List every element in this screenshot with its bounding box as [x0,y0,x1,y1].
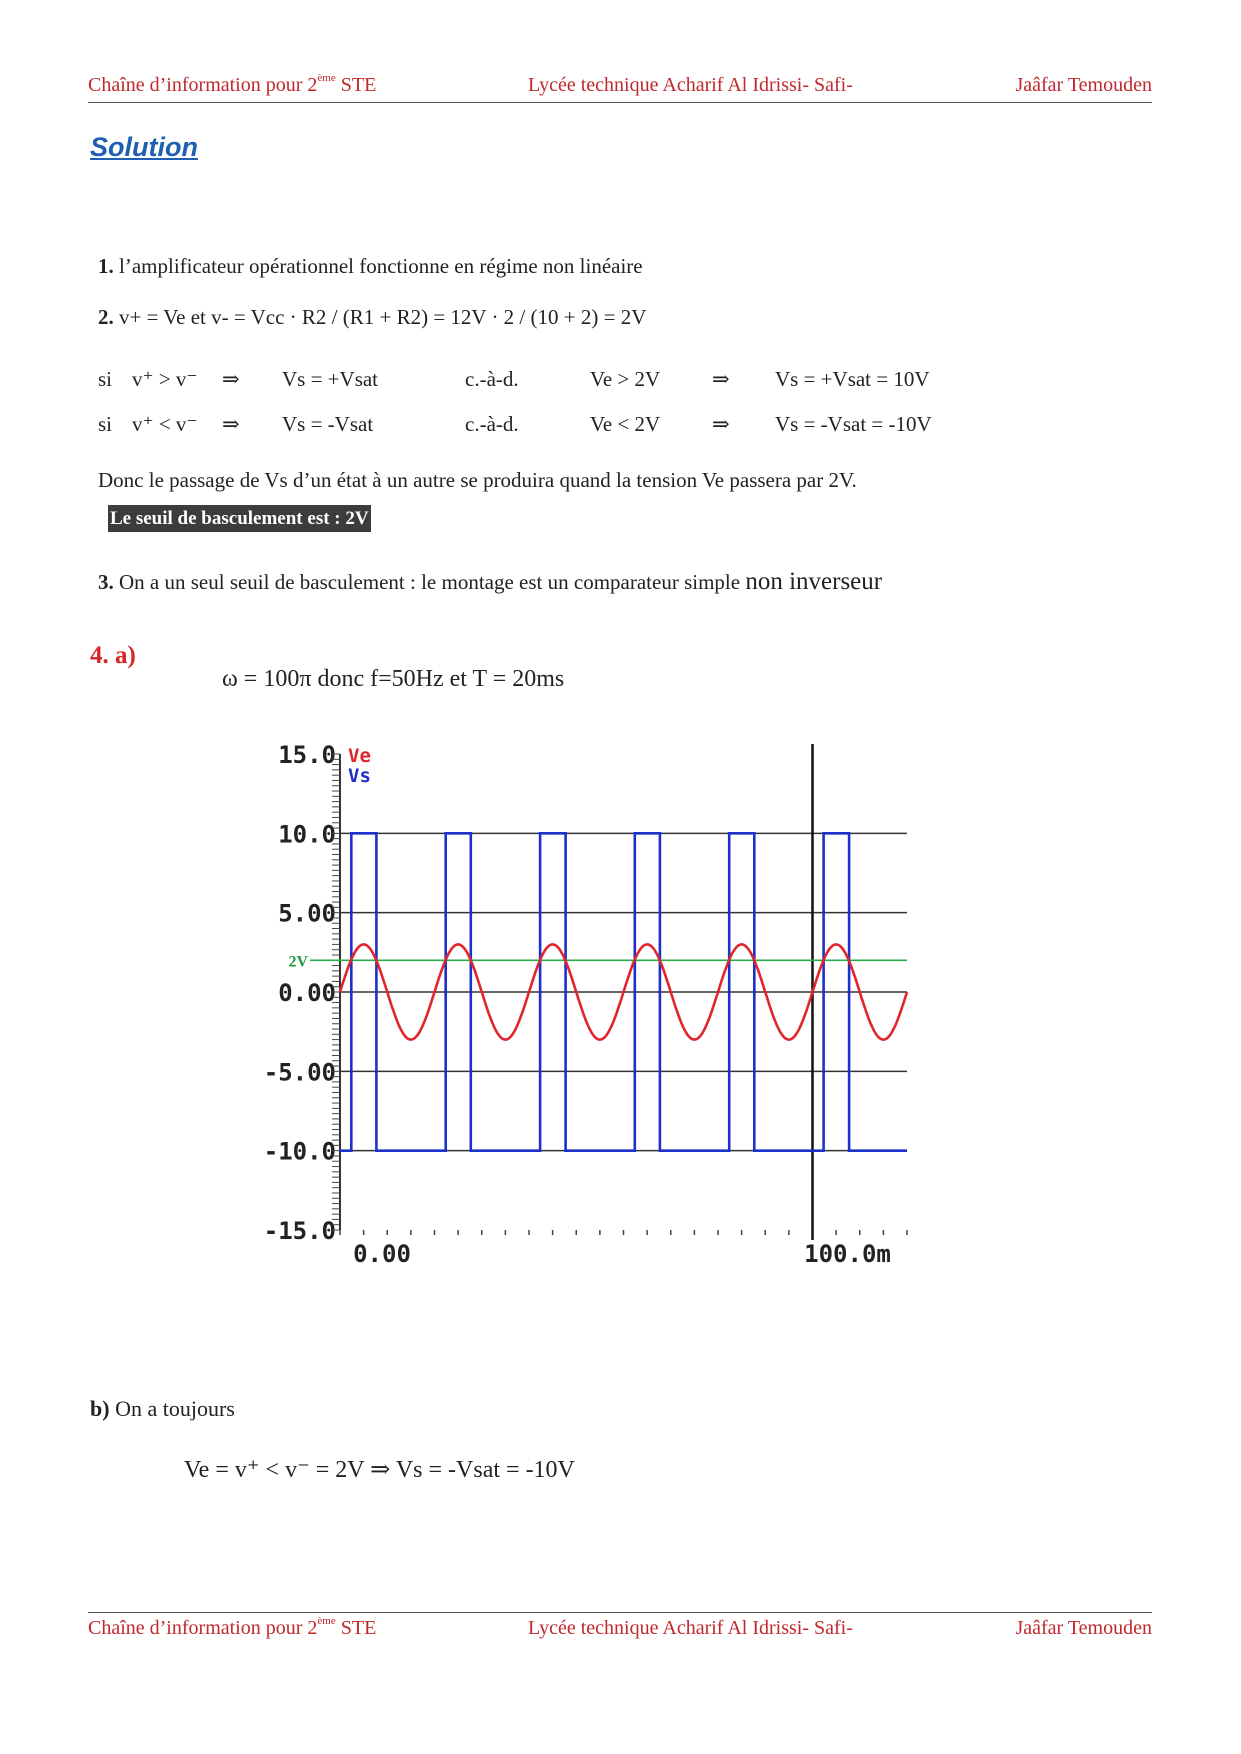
page-header [88,70,1152,103]
case-2-arrow: ⇒ [222,412,240,436]
case-2-cad: c.-à-d. [465,412,519,436]
threshold-highlight: Le seuil de basculement est : 2V [108,505,371,532]
case-2-si: si [98,412,113,436]
case-2-cond2: Ve < 2V [590,412,661,436]
case-1-cad: c.-à-d. [465,367,519,391]
y-tick-label: 15.0 [278,741,336,769]
x-tick-label: 0.00 [353,1240,411,1268]
question-3-text: On a un seul seuil de basculement : le montage est un comparateur simple [119,570,746,594]
header-center: Lycée technique Acharif Al Idrissi- Safi- [528,74,853,96]
case-2-res: Vs = -Vsat [282,412,374,436]
question-3 [98,568,882,596]
case-1-si: si [98,367,113,391]
final-equation: Ve = v⁺ < v⁻ = 2V ⇒ Vs = -Vsat = -10V [184,1457,575,1483]
conclusion-text: Donc le passage de Vs d’un état à un autre se produira quand la tension Ve passera par 2V. [98,468,857,492]
legend-vs: Vs [348,765,371,787]
case-1-cond2: Ve > 2V [590,367,661,391]
header-right: Jaâfar Temouden [1015,74,1152,96]
y-tick-label: 5.00 [278,899,336,928]
omega-line: ω = 100π donc f=50Hz et T = 20ms [222,666,565,692]
case-1-arrow2: ⇒ [712,367,730,391]
question-2-number: 2. [98,305,114,329]
y-tick-label: 10.0 [278,820,336,849]
question-1-number: 1. [98,254,114,278]
y-tick-label: 0.00 [278,979,336,1007]
y-tick-label: -15.0 [263,1217,336,1245]
footer-left: Chaîne d’information pour 2ème STE [88,1615,377,1639]
case-1-cond: v⁺ > v⁻ [132,367,198,391]
case-2-res2: Vs = -Vsat = -10V [775,412,932,436]
case-2-arrow2: ⇒ [712,412,730,436]
part-b-text: On a toujours [115,1396,235,1421]
question-2-text: v+ = Ve et v- = Vcc · R2 / (R1 + R2) = 12V · 2 / (10 + 2) = 2V [119,305,647,329]
x-tick-label: 100.0m [804,1240,891,1268]
header-left: Chaîne d’information pour 2ème STE [88,72,377,96]
case-1-res: Vs = +Vsat [282,367,379,391]
part-b-label: b) [90,1396,110,1421]
case-1-res2: Vs = +Vsat = 10V [775,367,930,391]
threshold-label: 2V [288,953,308,971]
footer-center: Lycée technique Acharif Al Idrissi- Safi- [528,1617,853,1639]
legend-ve: Ve [348,745,371,767]
question-1-text: l’amplificateur opérationnel fonctionne en régime non linéaire [119,254,643,278]
case-2-cond: v⁺ < v⁻ [132,412,198,436]
page-footer [88,1612,1152,1649]
question-1 [98,254,643,279]
section-title: Solution [90,132,198,162]
y-tick-label: -5.00 [263,1058,336,1087]
waveform-chart [195,730,915,1360]
y-tick-label: -10.0 [263,1137,336,1166]
case-1-arrow: ⇒ [222,367,240,391]
question-2 [98,305,646,330]
question-3-tail: non inverseur [745,568,883,595]
part-b [90,1396,235,1422]
question-3-number: 3. [98,570,114,594]
footer-right: Jaâfar Temouden [1015,1617,1152,1639]
question-4-label: 4. a) [90,642,136,669]
